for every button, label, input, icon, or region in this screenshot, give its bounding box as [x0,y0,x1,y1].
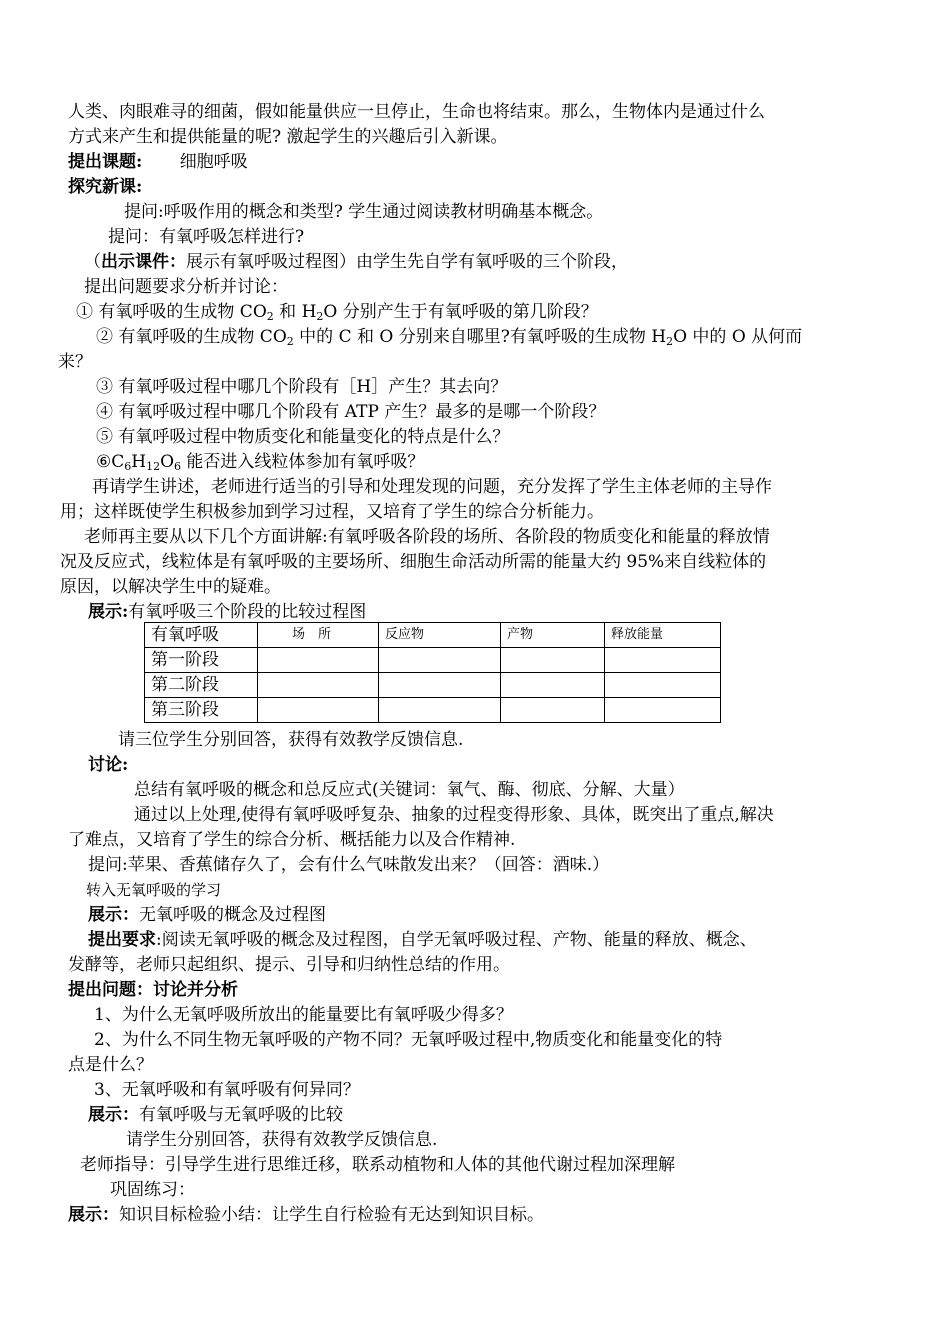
process-para-2: 了难点，又培育了学生的综合分析、概括能力以及合作精神. [68,830,516,850]
table-header-cell: 场 所 [258,623,379,648]
table-cell [258,698,379,723]
table-cell [379,648,501,673]
require-line-2: 发酵等，老师只起组织、提示、引导和归纳性总结的作用。 [68,955,510,975]
show-1 [88,600,366,624]
students-para-1: 再请学生讲述，老师进行适当的引导和处理发现的问题，充分发挥了学生主体老师的主导作 [92,477,772,497]
anaerobic-question-2-cont: 点是什么？ [68,1055,153,1075]
require-line-1 [88,928,757,952]
courseware-line [84,250,628,274]
table-header-cell: 产物 [501,623,605,648]
table-cell [605,698,721,723]
show-3-label: 展示： [88,1105,139,1125]
question-4: ④ 有氧呼吸过程中哪几个阶段有 ATP 产生？最多的是哪一个阶段？ [96,402,606,422]
transition-line: 转入无氧呼吸的学习 [86,881,222,899]
discuss-heading: 讨论: [88,755,129,775]
intro-line-2: 方式来产生和提供能量的呢? 激起学生的兴趣后引入新课。 [68,127,508,147]
table-cell [605,673,721,698]
summary-line: 总结有氧呼吸的概念和总反应式(关键词：氧气、酶、彻底、分解、大量） [134,780,685,800]
anaerobic-question-2: 2、为什么不同生物无氧呼吸的产物不同？无氧呼吸过程中,物质变化和能量变化的特 [94,1030,723,1050]
show-3-text: 有氧呼吸与无氧呼吸的比较 [139,1105,343,1125]
question-process: 提问：有氧呼吸怎样进行? [108,227,305,247]
question-fruit: 提问:苹果、香蕉储存久了，会有什么气味散发出来？（回答：酒味.） [88,855,610,875]
question-2: ② 有氧呼吸的生成物 $CO_2$ 中的 C 和 O 分别来自哪里?有氧呼吸的生成物 $H_2O$ 中的 O 从何而 [96,327,803,348]
table-cell [258,673,379,698]
practice-line: 巩固练习： [110,1180,195,1200]
show-1-label: 展示: [88,602,129,622]
intro-line-1: 人类、肉眼难寻的细菌，假如能量供应一旦停止，生命也将结束。那么，生物体内是通过什么 [68,102,765,122]
topic-label: 提出课题: [68,152,143,172]
question-concept: 提问:呼吸作用的概念和类型? 学生通过阅读教材明确基本概念。 [124,202,604,222]
raise-heading: 提出问题：讨论并分析 [68,980,238,1000]
table-cell [501,673,605,698]
anaerobic-question-1: 1、为什么无氧呼吸所放出的能量要比有氧呼吸少得多？ [94,1005,513,1025]
table-row [145,648,721,673]
table-cell [379,673,501,698]
question-2-cont: 来？ [58,352,92,372]
table-row-label: 第三阶段 [145,698,258,723]
table-header-cell: 释放能量 [605,623,721,648]
comparison-table [144,622,721,723]
require-label: 提出要求 [88,930,156,950]
require-text: :阅读无氧呼吸的概念及过程图，自学无氧呼吸过程、产物、能量的释放、概念、 [156,930,757,950]
table-row-label: 第一阶段 [145,648,258,673]
table-cell [501,648,605,673]
table-cell [258,648,379,673]
feedback-1: 请三位学生分别回答，获得有效教学反馈信息. [118,730,464,750]
table-cell [605,648,721,673]
table-row-label: 第二阶段 [145,673,258,698]
show-3 [88,1103,343,1127]
question-5: ⑤ 有氧呼吸过程中物质变化和能量变化的特点是什么？ [96,427,510,447]
feedback-2: 请学生分别回答，获得有效教学反馈信息. [126,1130,438,1150]
teacher-para-2: 况及反应式，线粒体是有氧呼吸的主要场所、细胞生命活动所需的能量大约 95%来自线粒体的 [60,552,767,572]
courseware-text: 展示有氧呼吸过程图）由学生先自学有氧呼吸的三个阶段， [186,252,628,272]
table-cell [501,698,605,723]
show-2-label: 展示： [88,905,139,925]
show-4-label: 展示： [68,1205,119,1225]
question-3: ③ 有氧呼吸过程中哪几个阶段有［H］产生？其去向？ [96,377,508,397]
show-2-text: 无氧呼吸的概念及过程图 [139,905,326,925]
teacher-para-3: 原因，以解决学生中的疑难。 [60,577,281,597]
question-1: ① 有氧呼吸的生成物 $CO_2$ 和 $H_2O$ 分别产生于有氧呼吸的第几阶段？ [76,302,598,323]
table-header-row [145,623,721,648]
topic-line [68,150,248,174]
anaerobic-question-3: 3、无氧呼吸和有氧呼吸有何异同？ [94,1080,360,1100]
discuss-prompt: 提出问题要求分析并讨论： [84,277,288,297]
show-4 [68,1203,544,1227]
topic-value: 细胞呼吸 [179,152,248,172]
students-para-2: 用；这样既使学生积极参加到学习过程，又培育了学生的综合分析能力。 [60,502,604,522]
show-1-text: 有氧呼吸三个阶段的比较过程图 [128,602,367,622]
table-header-cell: 有氧呼吸 [145,623,258,648]
explore-heading: 探究新课: [68,177,143,197]
table-cell [379,698,501,723]
question-6: $⑥C_6H_{12}O_6$ 能否进入线粒体参加有氧呼吸？ [96,452,425,473]
table-header-cell: 反应物 [379,623,501,648]
process-para-1: 通过以上处理,使得有氧呼吸呼复杂、抽象的过程变得形象、具体，既突出了重点,解决 [134,805,774,825]
show-2 [88,903,326,927]
teacher-para-1: 老师再主要从以下几个方面讲解:有氧呼吸各阶段的场所、各阶段的物质变化和能量的释放情 [84,527,770,547]
teacher-guide: 老师指导：引导学生进行思维迁移，联系动植物和人体的其他代谢过程加深理解 [80,1155,675,1175]
show-4-text: 知识目标检验小结：让学生自行检验有无达到知识目标。 [119,1205,544,1225]
table-row [145,673,721,698]
courseware-open: （ [84,252,101,272]
table-row [145,698,721,723]
courseware-label: 出示课件： [101,252,186,272]
